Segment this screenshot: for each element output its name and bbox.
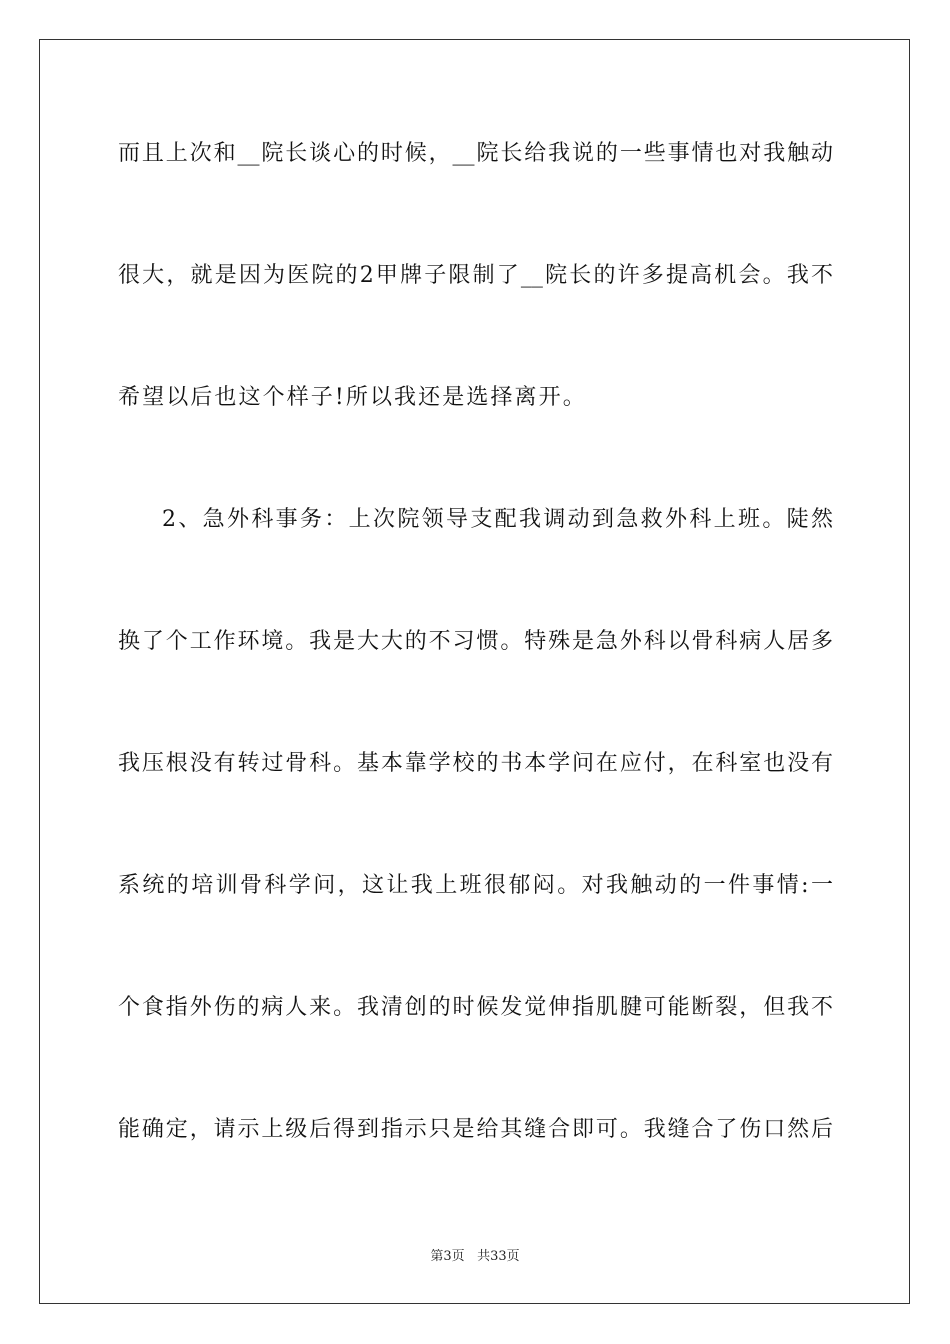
text-line: 希望以后也这个样子!所以我还是选择离开。 [118, 385, 587, 410]
text-line: 我压根没有转过骨科。基本靠学校的书本学问在应付，在科室也没有 [118, 751, 833, 776]
document-body [118, 123, 833, 1160]
text-line: 而且上次和__院长谈心的时候，__院长给我说的一些事情也对我触动 [118, 141, 833, 166]
paragraph-start-line: 2、急外科事务：上次院领导支配我调动到急救外科上班。陡然 [162, 507, 833, 532]
page-footer [0, 1245, 950, 1264]
text-line: 能确定，请示上级后得到指示只是给其缝合即可。我缝合了伤口然后 [118, 1117, 833, 1142]
text-line: 系统的培训骨科学问，这让我上班很郁闷。对我触动的一件事情:一 [118, 873, 833, 898]
text-line: 很大，就是因为医院的2甲牌子限制了__院长的许多提高机会。我不 [118, 263, 833, 288]
page-total: 共33页 [477, 1249, 520, 1264]
text-line: 换了个工作环境。我是大大的不习惯。特殊是急外科以骨科病人居多 [118, 629, 833, 654]
text-line: 个食指外伤的病人来。我清创的时候发觉伸指肌腱可能断裂，但我不 [118, 995, 833, 1020]
page-number: 第3页 [430, 1249, 465, 1264]
